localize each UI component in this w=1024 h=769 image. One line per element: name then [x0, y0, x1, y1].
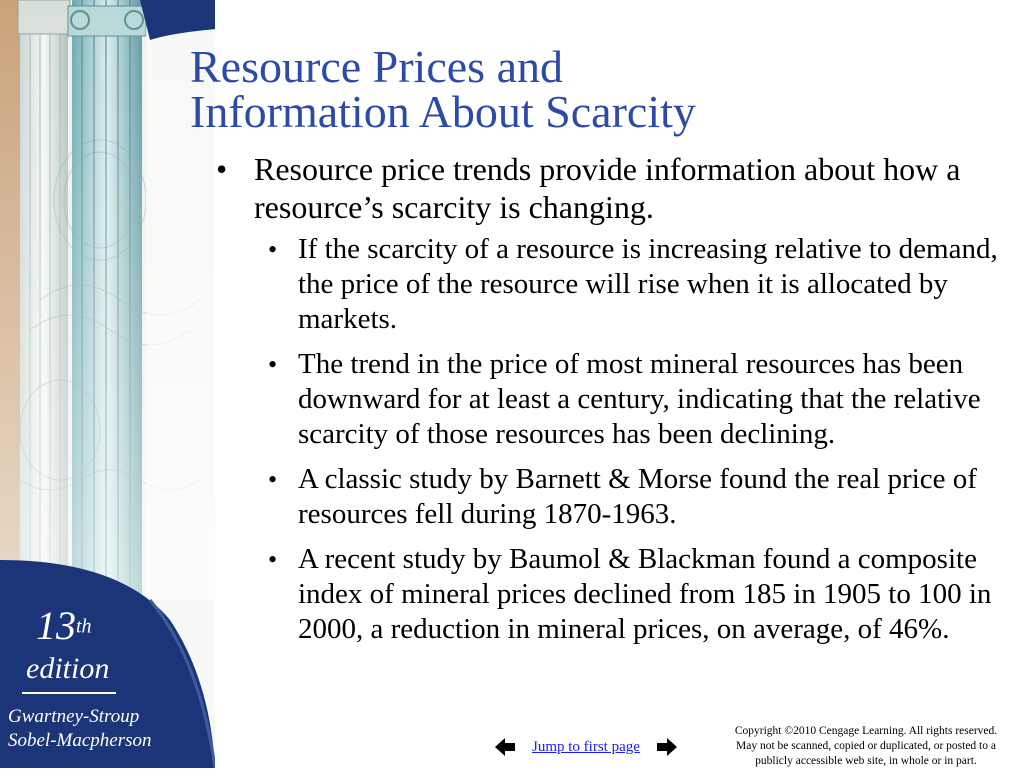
- copyright-line: Copyright ©2010 Cengage Learning. All rights reserved.: [734, 725, 998, 737]
- title-line: Information About Scarcity: [190, 86, 696, 137]
- sub-bullet-text: If the scarcity of a resource is increasing relative to demand, the price of the resource will rise when it is allocated by markets.: [298, 233, 998, 335]
- sidebar: [0, 0, 215, 768]
- prev-arrow-icon[interactable]: [494, 736, 516, 758]
- edition-divider: [22, 692, 116, 694]
- jump-to-first-page-link[interactable]: Jump to first page: [532, 738, 640, 755]
- copyright-line: May not be scanned, copied or duplicated, or posted to a: [736, 740, 996, 752]
- slide-content: [214, 150, 1004, 657]
- edition-number: 13: [36, 603, 76, 648]
- author-line: Sobel-Macpherson: [8, 730, 152, 751]
- slide-navigation: [494, 734, 678, 760]
- sub-bullet: [214, 232, 1004, 337]
- main-bullet-text: Resource price trends provide information about how a resource’s scarcity is changing.: [254, 151, 961, 225]
- next-arrow-icon[interactable]: [656, 736, 678, 758]
- bullet-icon: •: [216, 151, 228, 187]
- authors: [8, 705, 152, 753]
- title-line: Resource Prices and: [190, 41, 563, 92]
- sub-bullet-list: [214, 232, 1004, 647]
- main-bullet: [214, 150, 1004, 226]
- edition-label: [26, 603, 110, 685]
- sub-bullet: [214, 542, 1004, 647]
- sub-bullet-text: A recent study by Baumol & Blackman found a composite index of mineral prices declined from 185 in 1905 to 100 in 2000, a reduction in mineral prices, on average, of 46%.: [298, 543, 992, 645]
- slide-title: [190, 41, 696, 137]
- edition-word: edition: [26, 652, 110, 685]
- bullet-icon: •: [268, 235, 278, 264]
- sub-bullet: [214, 347, 1004, 452]
- author-line: Gwartney-Stroup: [8, 706, 140, 727]
- sub-bullet-text: A classic study by Barnett & Morse found the real price of resources fell during 1870-1963.: [298, 463, 977, 530]
- bullet-icon: •: [268, 350, 278, 379]
- edition-suffix: th: [76, 615, 92, 638]
- sub-bullet: [214, 462, 1004, 532]
- sub-bullet-text: The trend in the price of most mineral resources has been downward for at least a century, indicating that the relative scarcity of those resources has been declining.: [298, 348, 981, 450]
- copyright-line: publicly accessible web site, in whole or in part.: [755, 755, 977, 767]
- copyright-notice: [716, 724, 1016, 769]
- bullet-icon: •: [268, 465, 278, 494]
- bullet-icon: •: [268, 545, 278, 574]
